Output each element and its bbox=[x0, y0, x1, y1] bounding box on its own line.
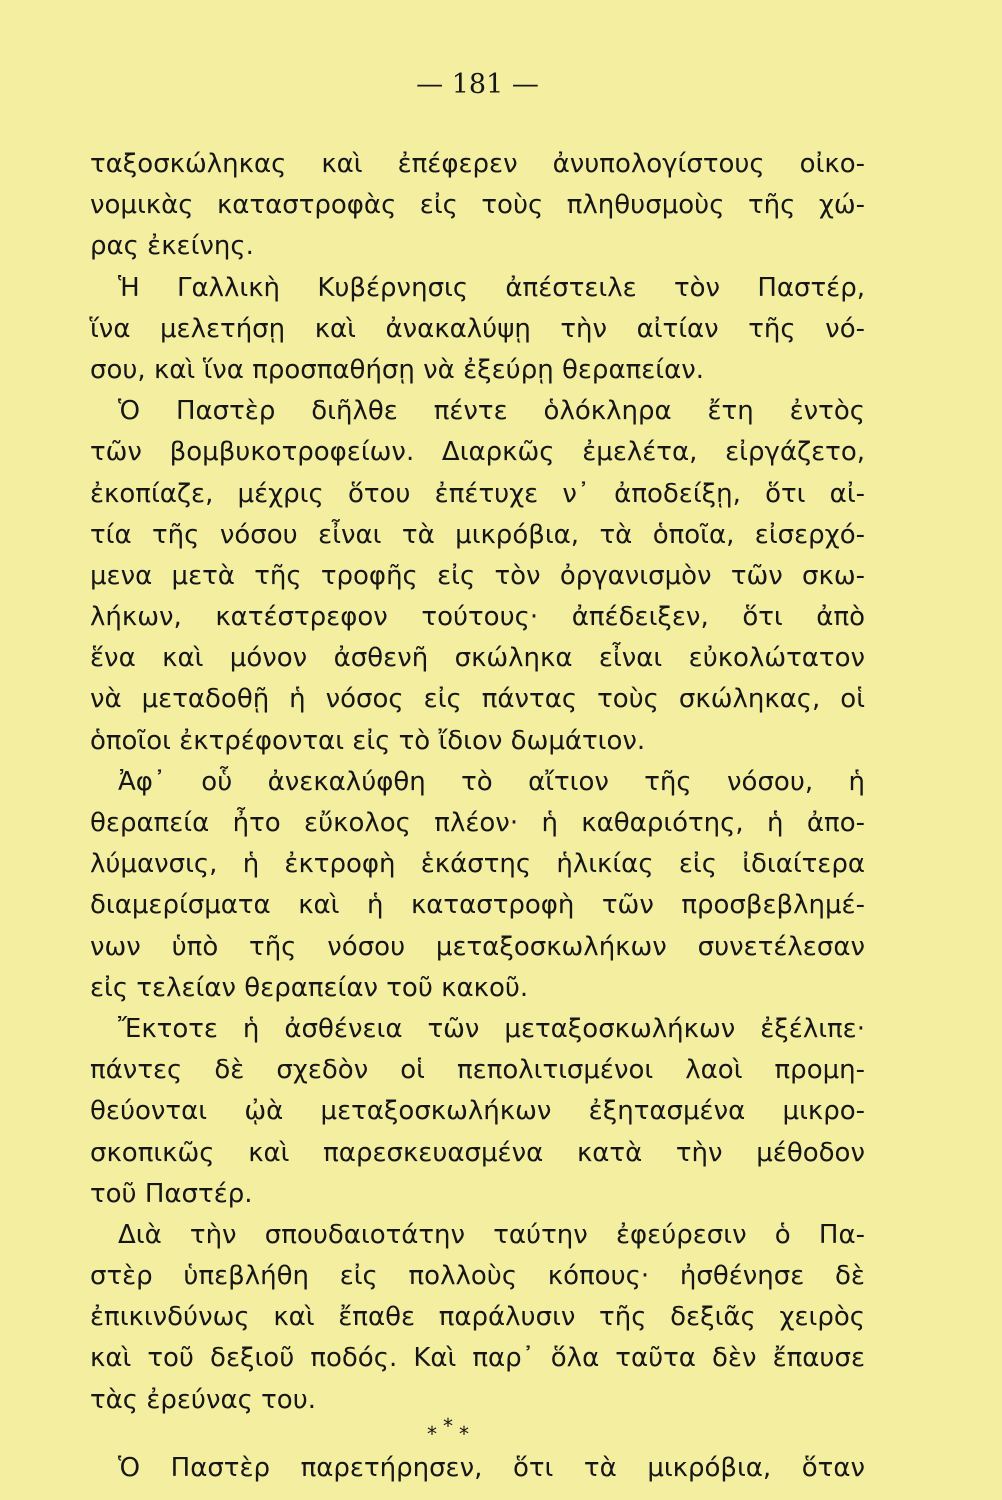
text-line: Ὁ Παστὲρ παρετήρησεν, ὅτι τὰ μικρόβια, ὅταν bbox=[118, 1452, 865, 1483]
paragraph bbox=[90, 762, 865, 1009]
text-line: λύμανσις, ἡ ἐκτροφὴ ἑκάστης ἡλικίας εἰς ἰδιαίτερα bbox=[90, 849, 865, 880]
text-line: ταξοσκώληκας καὶ ἐπέφερεν ἀνυπολογίστους οἰκο- bbox=[90, 149, 865, 179]
text-line: ὁποῖοι ἐκτρέφονται εἰς τὸ ἴδιον δωμάτιον. bbox=[90, 725, 646, 756]
text-line: στὲρ ὑπεβλήθη εἰς πολλοὺς κόπους· ἠσθένησε δὲ bbox=[90, 1261, 865, 1292]
paragraph bbox=[90, 1009, 865, 1215]
text-line: μενα μετὰ τῆς τροφῆς εἰς τὸν ὀργανισμὸν τῶν σκω- bbox=[90, 560, 865, 591]
text-line: ρας ἐκείνης. bbox=[90, 231, 254, 262]
paragraph bbox=[90, 268, 865, 392]
asterisk: * bbox=[443, 1413, 453, 1438]
page-body bbox=[90, 144, 865, 1489]
text-line: ἐπικινδύνως καὶ ἔπαθε παράλυσιν τῆς δεξιᾶς χειρὸς bbox=[90, 1302, 865, 1333]
paragraph bbox=[90, 1215, 865, 1421]
text-line: καὶ τοῦ δεξιοῦ ποδός. Καὶ παρ᾿ ὅλα ταῦτα δὲν ἔπαυσε bbox=[90, 1343, 865, 1374]
text-line: τοῦ Παστέρ. bbox=[90, 1178, 253, 1209]
text-line: ἕνα καὶ μόνον ἀσθενῆ σκώληκα εἶναι εὐκολώτατον bbox=[90, 643, 865, 674]
text-line: διαμερίσματα καὶ ἡ καταστροφὴ τῶν προσβεβλημέ- bbox=[90, 890, 865, 921]
text-line: ἵνα μελετήσῃ καὶ ἀνακαλύψῃ τὴν αἰτίαν τῆς νό- bbox=[90, 313, 865, 344]
text-line: θεύονται ᾠὰ μεταξοσκωλήκων ἐξητασμένα μικρο- bbox=[90, 1096, 865, 1127]
text-line: Ἀφ᾿ οὗ ἀνεκαλύφθη τὸ αἴτιον τῆς νόσου, ἡ bbox=[118, 766, 865, 797]
text-line: τὰς ἐρεύνας του. bbox=[90, 1384, 317, 1415]
text-line: Ὁ Παστὲρ διῆλθε πέντε ὁλόκληρα ἔτη ἐντὸς bbox=[118, 396, 865, 427]
text-line: θεραπεία ἦτο εὔκολος πλέον· ἡ καθαριότης, ἡ ἀπο- bbox=[90, 808, 865, 838]
text-line: λήκων, κατέστρεφον τούτους· ἀπέδειξεν, ὅτι ἀπὸ bbox=[90, 602, 865, 633]
text-line: σου, καὶ ἵνα προσπαθήσῃ νὰ ἐξεύρῃ θεραπείαν. bbox=[90, 354, 705, 385]
text-line: ἐκοπίαζε, μέχρις ὅτου ἐπέτυχε ν᾿ ἀποδείξῃ, ὅτι αἰ- bbox=[90, 478, 865, 509]
asterisk: * bbox=[459, 1421, 469, 1446]
paragraph bbox=[90, 1448, 865, 1489]
text-line: νὰ μεταδοθῇ ἡ νόσος εἰς πάντας τοὺς σκώληκας, οἱ bbox=[90, 684, 865, 715]
text-line: τία τῆς νόσου εἶναι τὰ μικρόβια, τὰ ὁποῖα, εἰσερχό- bbox=[90, 519, 865, 550]
section-break-asterism bbox=[90, 1413, 865, 1448]
text-line: τῶν βομβυκοτροφείων. Διαρκῶς ἐμελέτα, εἰργάζετο, bbox=[90, 437, 865, 468]
text-line: Ἔκτοτε ἡ ἀσθένεια τῶν μεταξοσκωλήκων ἐξέλιπε· bbox=[118, 1013, 865, 1044]
text-line: εἰς τελείαν θεραπείαν τοῦ κακοῦ. bbox=[90, 972, 529, 1003]
text-line: πάντες δὲ σχεδὸν οἱ πεπολιτισμένοι λαοὶ προμη- bbox=[90, 1055, 865, 1086]
asterisk: * bbox=[427, 1421, 437, 1446]
text-line: Ἡ Γαλλικὴ Κυβέρνησις ἀπέστειλε τὸν Παστέρ, bbox=[118, 272, 865, 303]
paragraph bbox=[90, 391, 865, 762]
paragraph bbox=[90, 144, 865, 268]
text-line: νων ὑπὸ τῆς νόσου μεταξοσκωλήκων συνετέλεσαν bbox=[90, 931, 865, 962]
text-line: Διὰ τὴν σπουδαιοτάτην ταύτην ἐφεύρεσιν ὁ Πα- bbox=[118, 1219, 865, 1250]
text-line: νομικὰς καταστροφὰς εἰς τοὺς πληθυσμοὺς τῆς χώ- bbox=[90, 190, 865, 221]
text-line: σκοπικῶς καὶ παρεσκευασμένα κατὰ τὴν μέθοδον bbox=[90, 1137, 865, 1168]
page-number: — 181 — bbox=[416, 69, 539, 100]
